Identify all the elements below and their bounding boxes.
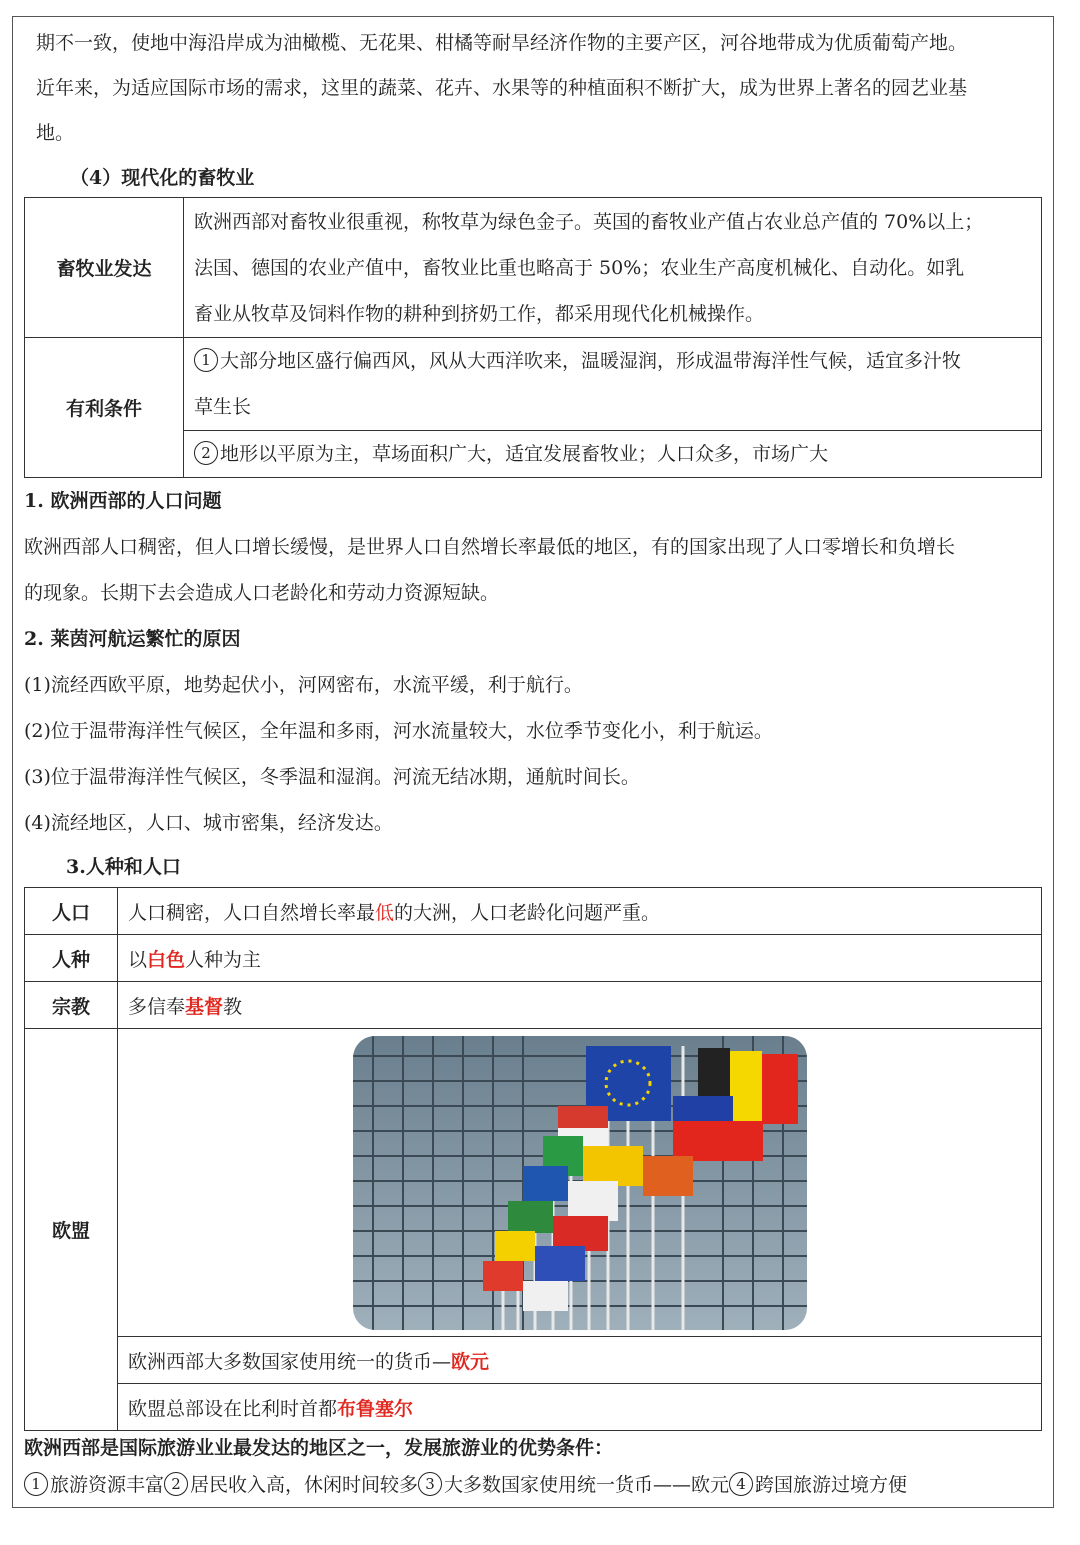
- text: 教: [223, 995, 243, 1018]
- text: 以: [128, 948, 148, 971]
- tourism-list: [24, 1463, 907, 1507]
- row-label: 宗教: [25, 982, 118, 1029]
- content-line: [194, 338, 1031, 384]
- row-content: [184, 198, 1042, 338]
- population-line-2: 的现象。长期下去会造成人口老龄化和劳动力资源短缺。: [24, 582, 500, 604]
- row-content: [118, 888, 1042, 935]
- highlight-text: 基督: [185, 995, 224, 1018]
- rhine-item: (1)流经西欧平原，地势起伏小，河网密布，水流平缓，利于航行。: [24, 674, 583, 696]
- row-content: [118, 1337, 1042, 1384]
- row-label: 人口: [25, 888, 118, 935]
- table-row: [25, 198, 1042, 338]
- table-row: [25, 1337, 1042, 1384]
- highlight-text: 白色: [147, 948, 186, 971]
- rhine-item: (3)位于温带海洋性气候区，冬季温和湿润。河流无结冰期，通航时间长。: [24, 766, 640, 788]
- table-row: [25, 1029, 1042, 1337]
- circled-number: 1: [24, 1472, 48, 1496]
- highlight-text: 布鲁塞尔: [337, 1397, 414, 1420]
- intro-line-1: 期不一致，使地中海沿岸成为油橄榄、无花果、柑橘等耐旱经济作物的主要产区，河谷地带成为优质葡萄产地。: [36, 32, 968, 54]
- tourism-item: 大多数国家使用统一货币——欧元: [444, 1474, 730, 1496]
- circled-number: 4: [729, 1472, 753, 1496]
- highlight-text: 低: [375, 901, 395, 924]
- text: 人口稠密，人口自然增长率最: [128, 901, 376, 924]
- tourism-item: 居民收入高，休闲时间较多: [190, 1474, 419, 1496]
- tourism-item: 跨国旅游过境方便: [755, 1474, 908, 1496]
- race-table: [24, 887, 1042, 1431]
- content-line: 畜业从牧草及饲料作物的耕种到挤奶工作，都采用现代化机械操作。: [194, 302, 765, 325]
- text: 的大洲，人口老龄化问题严重。: [394, 901, 661, 924]
- circled-number: 2: [164, 1472, 188, 1496]
- tourism-heading: 欧洲西部是国际旅游业业最发达的地区之一，发展旅游业的优势条件：: [24, 1437, 614, 1459]
- row-content: [118, 982, 1042, 1029]
- row-content: [184, 431, 1042, 478]
- population-line-1: 欧洲西部人口稠密，但人口增长缓慢，是世界人口自然增长率最低的地区，有的国家出现了人口零增长和负增长: [24, 536, 956, 558]
- race-heading: 3.人种和人口: [66, 856, 181, 878]
- text: 多信奉: [128, 995, 186, 1018]
- content-line: 法国、德国的农业产值中，畜牧业比重也略高于 50%；农业生产高度机械化、自动化。如乳: [194, 256, 965, 279]
- item-text: 地形以平原为主，草场面积广大，适宜发展畜牧业；人口众多，市场广大: [220, 443, 829, 465]
- text: 欧盟总部设在比利时首都: [128, 1397, 338, 1420]
- row-label: 欧盟: [25, 1029, 118, 1431]
- row-content: [184, 338, 1042, 431]
- highlight-text: 欧元: [451, 1350, 490, 1373]
- rhine-item: (2)位于温带海洋性气候区，全年温和多雨，河水流量较大，水位季节变化小，利于航运。: [24, 720, 773, 742]
- row-content: [118, 1384, 1042, 1431]
- content-line: 草生长: [194, 396, 252, 418]
- table-row: [25, 982, 1042, 1029]
- table-row: [25, 935, 1042, 982]
- text: 欧洲西部大多数国家使用统一的货币—: [128, 1350, 452, 1373]
- row-label: 人种: [25, 935, 118, 982]
- intro-line-2: 近年来，为适应国际市场的需求，这里的蔬菜、花卉、水果等的种植面积不断扩大，成为世界上著名的园艺业基: [36, 77, 968, 99]
- intro-line-3: 地。: [36, 122, 75, 144]
- section4-heading: （4）现代化的畜牧业: [70, 167, 255, 189]
- eu-flags-photo: [353, 1036, 807, 1330]
- circled-number: 2: [194, 441, 218, 465]
- circled-number: 1: [194, 348, 218, 372]
- rhine-item: (4)流经地区，人口、城市密集，经济发达。: [24, 812, 393, 834]
- circled-number: 3: [418, 1472, 442, 1496]
- content-line: 欧洲西部对畜牧业很重视，称牧草为绿色金子。英国的畜牧业产值占农业总产值的 70%以上；: [194, 210, 984, 233]
- tourism-item: 旅游资源丰富: [50, 1474, 165, 1496]
- row-label: 有利条件: [25, 338, 184, 478]
- rhine-heading: 2. 莱茵河航运繁忙的原因: [24, 628, 241, 650]
- row-label: 畜牧业发达: [25, 198, 184, 338]
- table-row: [25, 888, 1042, 935]
- population-heading: 1. 欧洲西部的人口问题: [24, 490, 222, 512]
- eu-flags-image: [353, 1036, 807, 1330]
- content-line: [194, 431, 1031, 477]
- row-content: [118, 935, 1042, 982]
- item-text: 大部分地区盛行偏西风，风从大西洋吹来，温暖湿润，形成温带海洋性气候，适宜多汁牧: [220, 350, 962, 372]
- table-row: [25, 338, 1042, 431]
- livestock-table: [24, 197, 1042, 478]
- table-row: [25, 1384, 1042, 1431]
- text: 人种为主: [185, 948, 262, 971]
- photo-cell: [118, 1029, 1042, 1337]
